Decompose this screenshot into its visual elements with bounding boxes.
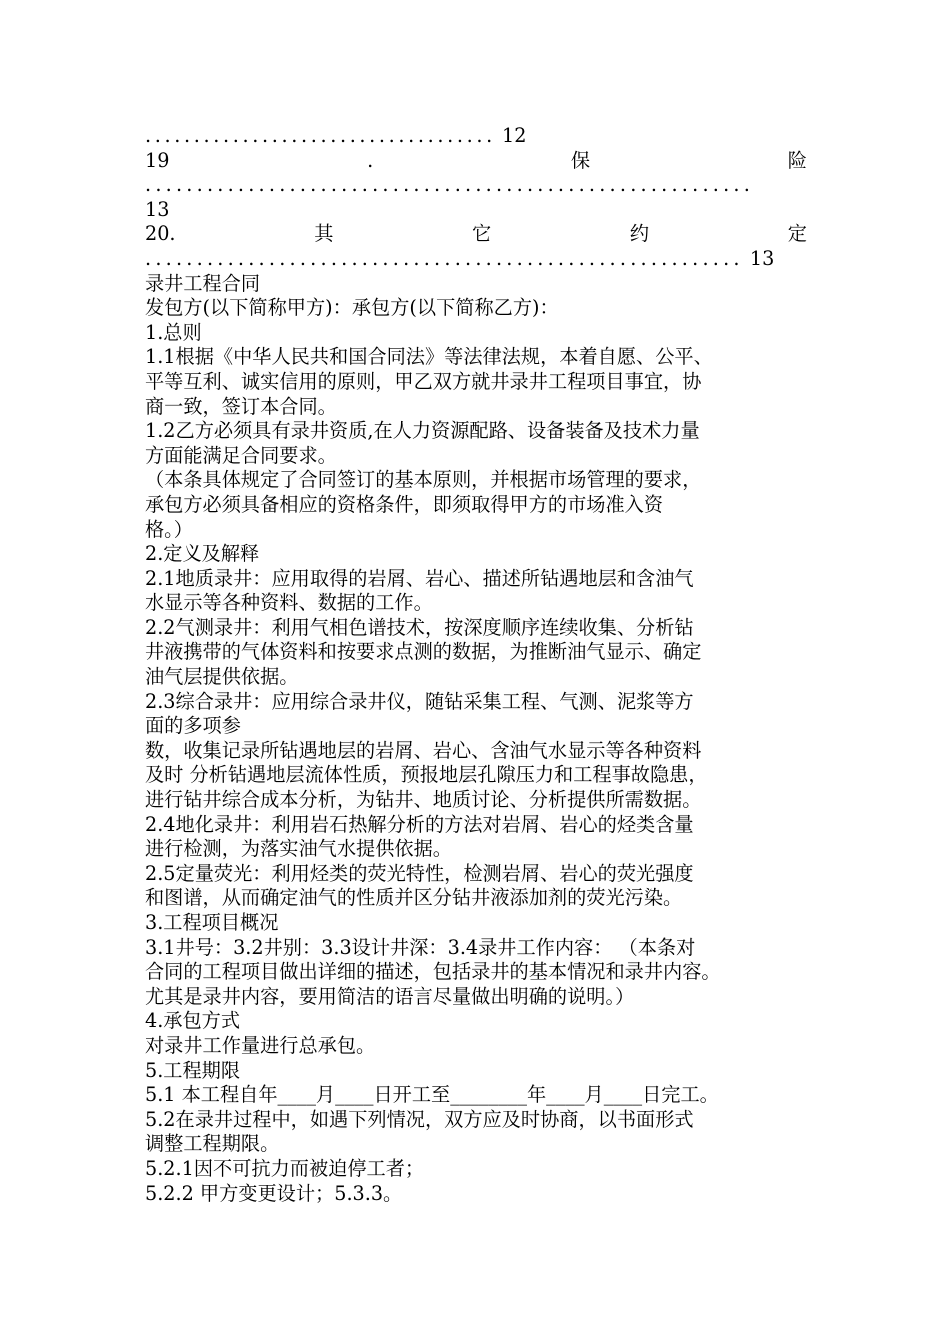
toc-leader-line bbox=[145, 247, 807, 272]
body-line: 合同的工程项目做出详细的描述，包括录井的基本情况和录井内容。 bbox=[145, 960, 721, 984]
toc-leader-dots: .................................... bbox=[145, 124, 496, 147]
body-line: 2.3综合录井：应用综合录井仪，随钻采集工程、气测、泥浆等方 bbox=[145, 689, 694, 713]
body-line: 进行钻井综合成本分析，为钻井、地质讨论、分析提供所需数据。 bbox=[145, 788, 702, 812]
body-line: 5.1 本工程自年____月____日开工至________年____月____日完工。 bbox=[145, 1083, 719, 1107]
toc-entry-char: 险 bbox=[787, 148, 807, 172]
toc-entry-number: 19 bbox=[145, 148, 170, 172]
body-line: 平等互利、诚实信用的原则，甲乙双方就井录井工程项目事宜，协 bbox=[145, 369, 702, 393]
body-line: 2.4地化录井：利用岩石热解分析的方法对岩屑、岩心的烃类含量 bbox=[145, 812, 694, 836]
body-line: （本条具体规定了合同签订的基本原则，并根据市场管理的要求， bbox=[145, 468, 702, 492]
toc-entry-dot: . bbox=[367, 148, 374, 172]
body-line: 2.定义及解释 bbox=[145, 542, 260, 566]
body-line: 水显示等各种资料、数据的工作。 bbox=[145, 591, 433, 615]
body-line: 1.2乙方必须具有录井资质,在人力资源配路、设备装备及技术力量 bbox=[145, 419, 700, 443]
toc-line-20 bbox=[145, 222, 807, 247]
body-line: 调整工程期限。 bbox=[145, 1132, 280, 1156]
body-line: 商一致，签订本合同。 bbox=[145, 394, 337, 418]
body-line: 井液携带的气体资料和按要求点测的数据，为推断油气显示、确定 bbox=[145, 640, 702, 664]
body-line: 2.2气测录井：利用气相色谱技术，按深度顺序连续收集、分析钻 bbox=[145, 615, 694, 639]
body-line: 1.1根据《中华人民共和国合同法》等法律法规，本着自愿、公平、 bbox=[145, 345, 713, 369]
toc-entry-char: 定 bbox=[787, 222, 807, 246]
toc-entry-char: 保 bbox=[570, 148, 591, 172]
body-line: 数，收集记录所钻遇地层的岩屑、岩心、含油气水显示等各种资料 bbox=[145, 738, 702, 762]
toc-leader-dots: ........................................................... bbox=[145, 173, 755, 197]
toc-page-number: 13 bbox=[749, 246, 775, 270]
body-line: 油气层提供依据。 bbox=[145, 665, 299, 689]
body-line: 3.工程项目概况 bbox=[145, 911, 279, 934]
toc-line-19 bbox=[145, 149, 807, 174]
toc-page-number: 13 bbox=[145, 197, 170, 221]
body-line: 面的多项参 bbox=[145, 714, 241, 738]
document-title: 录井工程合同 bbox=[145, 271, 261, 295]
body-line: 对录井工作量进行总承包。 bbox=[145, 1033, 376, 1057]
body-line: 5.工程期限 bbox=[145, 1058, 241, 1082]
body-line: 格。） bbox=[145, 517, 193, 541]
toc-page-number: 12 bbox=[502, 124, 527, 147]
body-line: 及时 分析钻遇地层流体性质，预报地层孔隙压力和工程事故隐患， bbox=[145, 763, 708, 787]
body-line: 1.总则 bbox=[145, 320, 202, 344]
body-line: 方面能满足合同要求。 bbox=[145, 443, 337, 467]
body-line: 3.1井号：3.2井别：3.3设计井深：3.4录井工作内容： （本条对 bbox=[145, 935, 696, 959]
body-line: 2.5定量荧光：利用烃类的荧光特性，检测岩屑、岩心的荧光强度 bbox=[145, 861, 694, 885]
toc-entry-char: 其 bbox=[314, 222, 334, 246]
body-line: 和图谱，从而确定油气的性质并区分钻井液添加剂的荧光污染。 bbox=[145, 886, 683, 910]
toc-entry-char: 它 bbox=[472, 222, 492, 246]
parties-line: 发包方(以下简称甲方)：承包方(以下简称乙方)： bbox=[145, 296, 559, 320]
body-line: 5.2.2 甲方变更设计；5.3.3。 bbox=[145, 1181, 403, 1205]
toc-line-18 bbox=[145, 124, 807, 149]
body-line: 5.2.1因不可抗力而被迫停工者； bbox=[145, 1156, 425, 1180]
toc-page-line bbox=[145, 198, 807, 223]
body-line: 进行检测，为落实油气水提供依据。 bbox=[145, 837, 452, 861]
body-line: 2.1地质录井：应用取得的岩屑、岩心、描述所钻遇地层和含油气 bbox=[145, 566, 694, 590]
toc-leader-line bbox=[145, 173, 807, 198]
document-page bbox=[145, 124, 807, 1206]
toc-entry-number: 20. bbox=[145, 222, 176, 246]
body-line: 尤其是录井内容，要用简洁的语言尽量做出明确的说明。） bbox=[145, 984, 635, 1008]
toc-leader-dots: .......................................................... bbox=[145, 246, 744, 270]
body-line: 5.2在录井过程中，如遇下列情况，双方应及时协商，以书面形式 bbox=[145, 1107, 694, 1131]
toc-entry-char: 约 bbox=[629, 222, 650, 246]
body-line: 4.承包方式 bbox=[145, 1009, 241, 1033]
body-line: 承包方必须具备相应的资格条件，即须取得甲方的市场准入资 bbox=[145, 492, 664, 516]
